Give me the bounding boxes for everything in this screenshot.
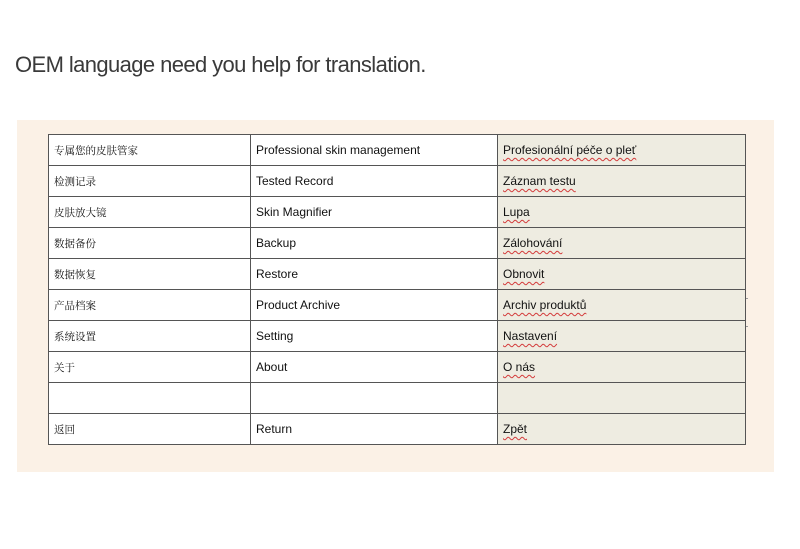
table-row [49, 352, 746, 383]
czech-text: Obnovit [503, 267, 545, 281]
table-row [49, 166, 746, 197]
table-row [49, 414, 746, 445]
table-row [49, 290, 746, 321]
english-cell: Setting [251, 321, 498, 352]
english-cell: Professional skin management [251, 135, 498, 166]
table-row [49, 321, 746, 352]
table-edge-mark [746, 298, 748, 299]
czech-cell [498, 383, 746, 414]
czech-cell [498, 290, 746, 321]
page-heading: OEM language need you help for translation. [15, 52, 426, 77]
chinese-cell: 返回 [49, 414, 251, 445]
table-row [49, 228, 746, 259]
chinese-cell [49, 383, 251, 414]
czech-cell [498, 228, 746, 259]
table-edge-mark [746, 326, 748, 327]
chinese-cell: 关于 [49, 352, 251, 383]
czech-text: Archiv produktů [503, 298, 587, 312]
czech-text: Nastavení [503, 329, 558, 343]
chinese-cell: 检测记录 [49, 166, 251, 197]
english-cell: About [251, 352, 498, 383]
czech-cell [498, 197, 746, 228]
english-cell: Product Archive [251, 290, 498, 321]
czech-cell [498, 166, 746, 197]
czech-text: Záznam testu [503, 174, 576, 188]
czech-cell [498, 352, 746, 383]
czech-cell [498, 414, 746, 445]
chinese-cell: 产品档案 [49, 290, 251, 321]
english-cell: Tested Record [251, 166, 498, 197]
czech-text: Profesionální péče o pleť [503, 143, 637, 157]
chinese-cell: 皮肤放大镜 [49, 197, 251, 228]
table-row-empty [49, 383, 746, 414]
chinese-cell: 专属您的皮肤管家 [49, 135, 251, 166]
english-cell: Skin Magnifier [251, 197, 498, 228]
czech-cell [498, 321, 746, 352]
czech-cell [498, 135, 746, 166]
table-row [49, 197, 746, 228]
czech-text: Zálohování [503, 236, 563, 250]
english-cell [251, 383, 498, 414]
chinese-cell: 数据备份 [49, 228, 251, 259]
translation-table [48, 134, 746, 445]
english-cell: Return [251, 414, 498, 445]
czech-text: Lupa [503, 205, 530, 219]
table-row [49, 259, 746, 290]
chinese-cell: 系统设置 [49, 321, 251, 352]
czech-cell [498, 259, 746, 290]
table-row [49, 135, 746, 166]
czech-text: O nás [503, 360, 536, 374]
czech-text: Zpět [503, 422, 528, 436]
english-cell: Restore [251, 259, 498, 290]
chinese-cell: 数据恢复 [49, 259, 251, 290]
english-cell: Backup [251, 228, 498, 259]
